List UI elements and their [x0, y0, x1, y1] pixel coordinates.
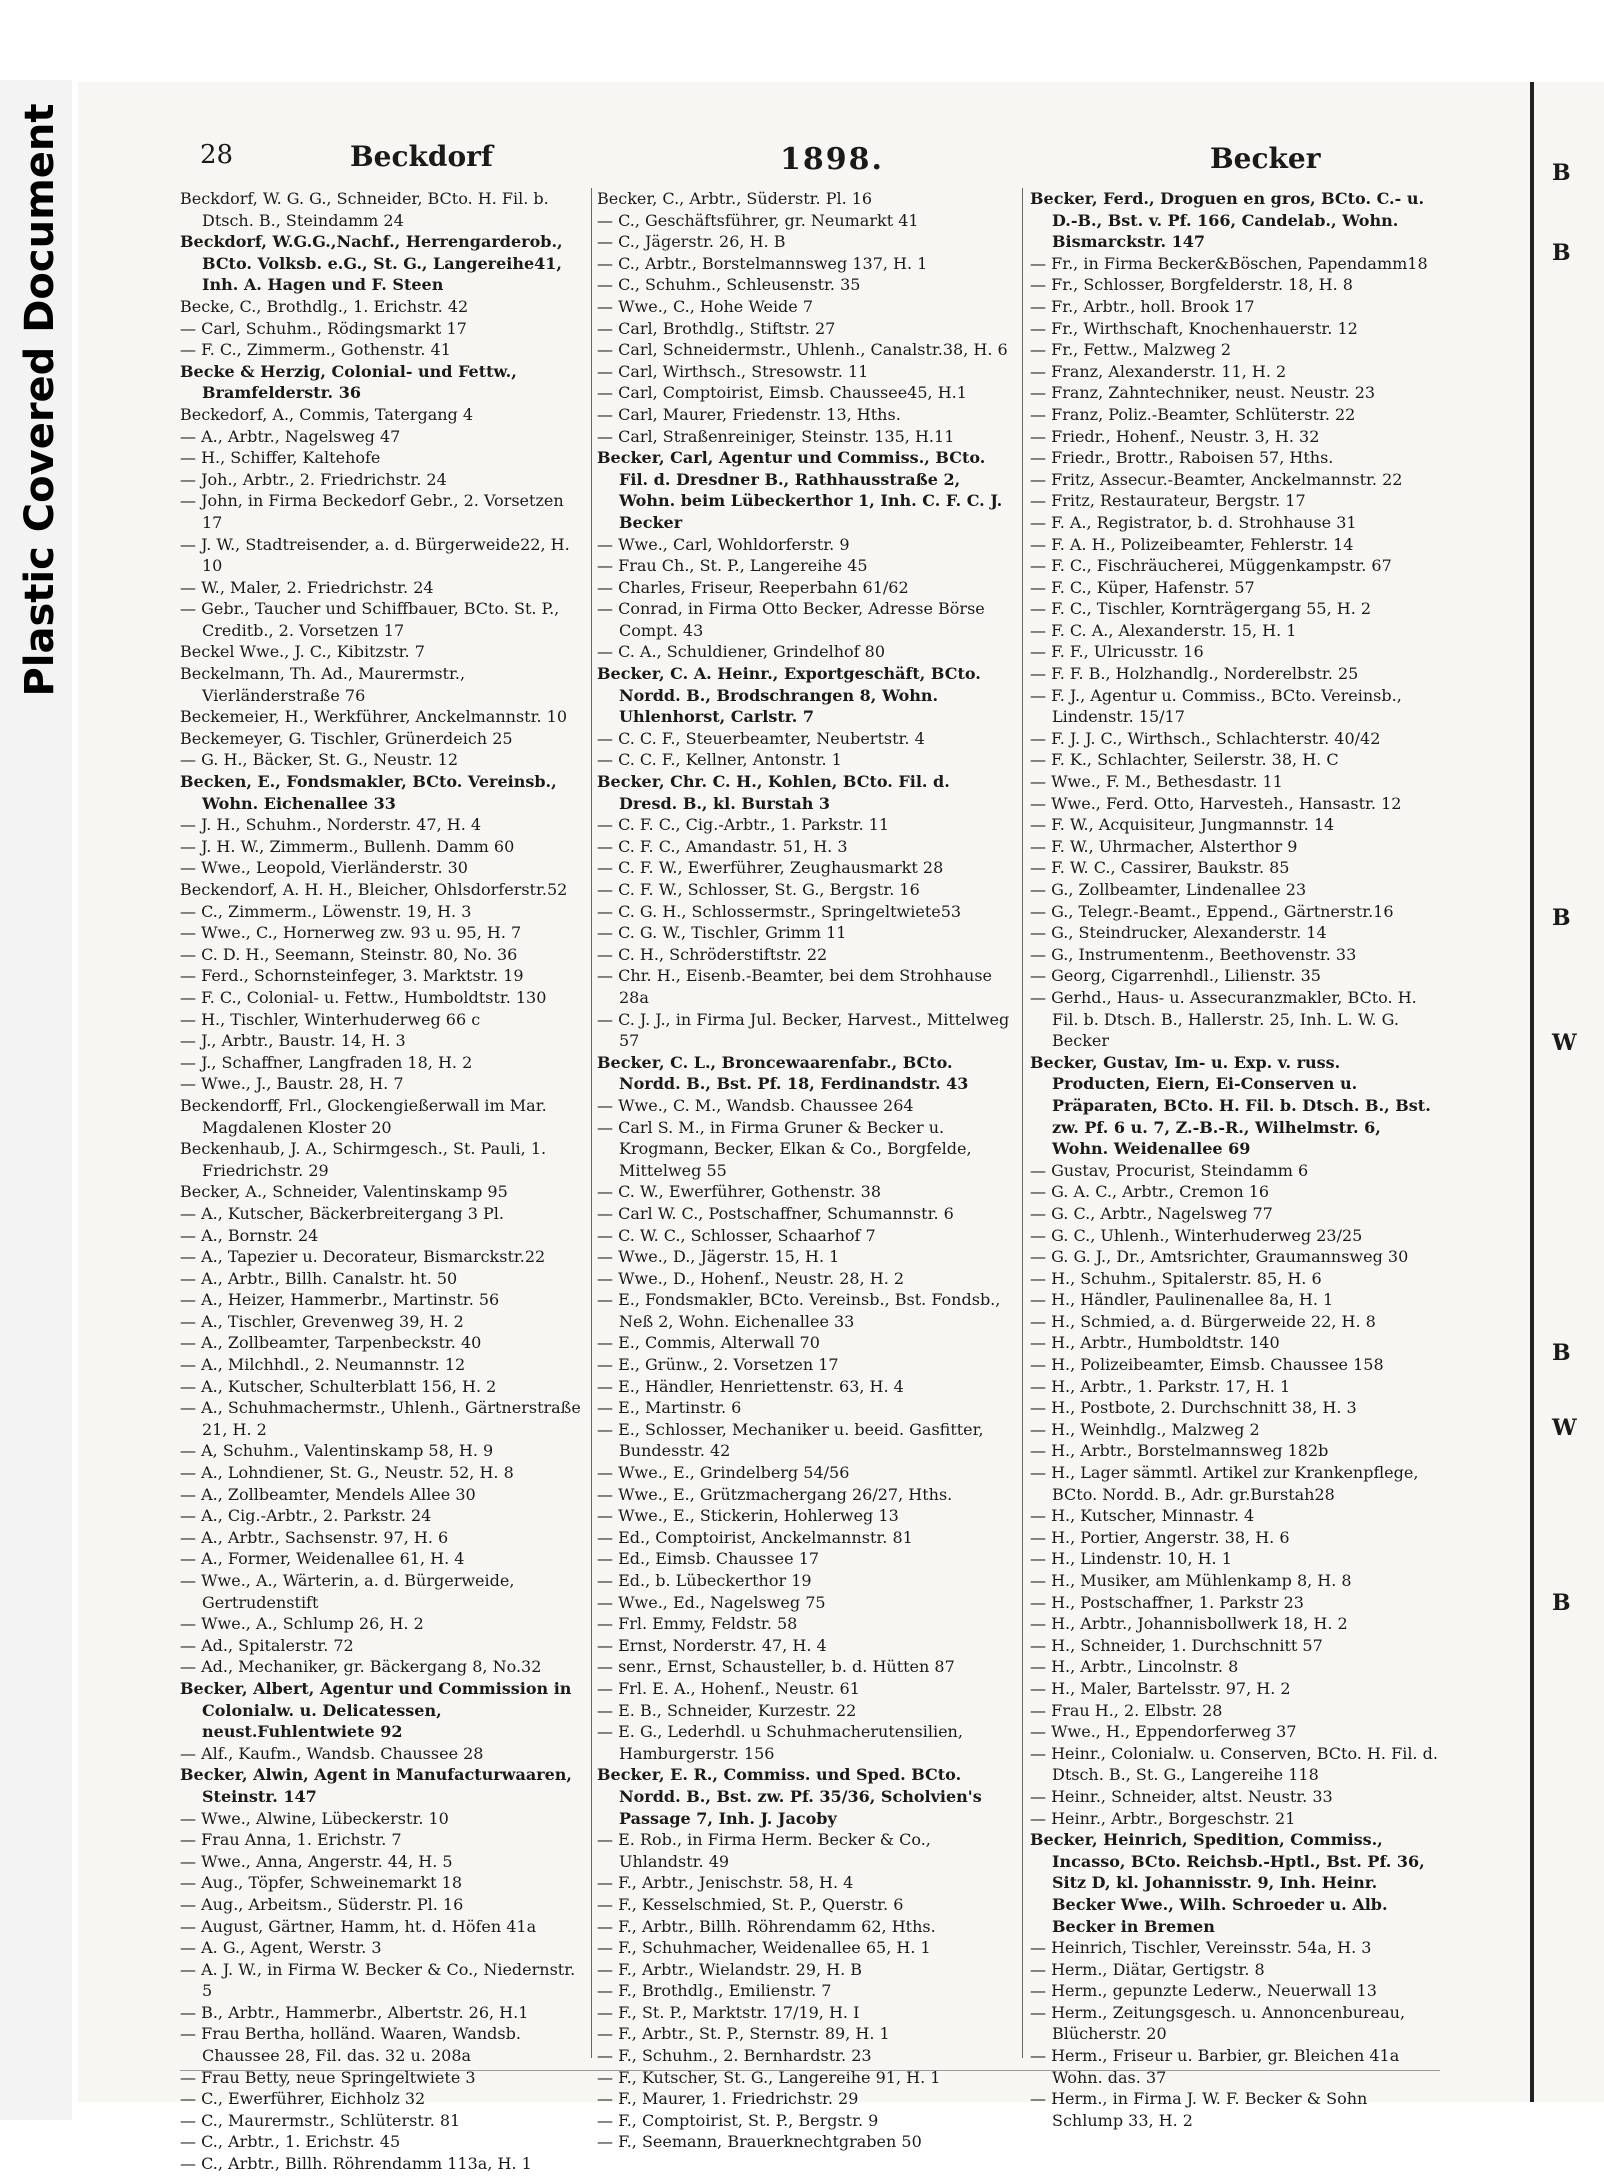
- directory-entry: — H., Postbote, 2. Durchschnitt 38, H. 3: [1030, 1398, 1357, 1418]
- directory-entry: — C., Arbtr., 1. Erichstr. 45: [180, 2132, 401, 2152]
- directory-entry: — A., Zollbeamter, Tarpenbeckstr. 40: [180, 1333, 482, 1353]
- directory-entry: — C. W., Ewerführer, Gothenstr. 38: [597, 1182, 882, 1202]
- directory-entry: — C., Maurermstr., Schlüterstr. 81: [180, 2110, 461, 2130]
- directory-entry: — E., Schlosser, Mechaniker u. beeid. Gasfitter, Bundesstr. 42: [597, 1419, 984, 1461]
- directory-entry: — F. J., Agentur u. Commiss., BCto. Vereinsb., Lindenstr. 15/17: [1030, 685, 1402, 727]
- next-page-glyph: B: [1552, 160, 1571, 186]
- next-page-glyph: B: [1552, 905, 1571, 931]
- directory-entry: — F. A., Registrator, b. d. Strohhause 31: [1030, 512, 1357, 532]
- directory-entry: — Ad., Mechaniker, gr. Bäckergang 8, No.32: [180, 1657, 542, 1677]
- directory-entry: — E., Martinstr. 6: [597, 1398, 742, 1418]
- directory-entry: — G. C., Uhlenh., Winterhuderweg 23/25: [1030, 1225, 1363, 1245]
- directory-entry: — Wwe., J., Baustr. 28, H. 7: [180, 1074, 404, 1094]
- directory-entry: — A., Former, Weidenallee 61, H. 4: [180, 1549, 465, 1569]
- directory-entry: — C., Schuhm., Schleusenstr. 35: [597, 275, 861, 295]
- directory-entry: — F., Kutscher, St. G., Langereihe 91, H. 1: [597, 2067, 941, 2087]
- directory-entry: — F., Maurer, 1. Friedrichstr. 29: [597, 2089, 859, 2109]
- directory-entry: — G., Zollbeamter, Lindenallee 23: [1030, 880, 1307, 899]
- directory-entry: — J. H., Schuhm., Norderstr. 47, H. 4: [180, 815, 482, 835]
- directory-entry: — F., Seemann, Brauerknechtgraben 50: [597, 2132, 922, 2152]
- directory-entry: — Carl, Schneidermstr., Uhlenh., Canalstr.38, H. 6: [597, 340, 1008, 360]
- directory-entry: — Ferd., Schornsteinfeger, 3. Marktstr. 19: [180, 966, 524, 986]
- directory-entry: — A., Lohndiener, St. G., Neustr. 52, H. 8: [180, 1463, 514, 1483]
- directory-entry: — F., St. P., Marktstr. 17/19, H. I: [597, 2002, 860, 2022]
- directory-entry: — Georg, Cigarrenhdl., Lilienstr. 35: [1030, 966, 1321, 986]
- directory-entry: — Wwe., Alwine, Lübeckerstr. 10: [180, 1808, 449, 1828]
- directory-entry: — Wwe., C., Hornerweg zw. 93 u. 95, H. 7: [180, 923, 522, 943]
- directory-entry: — E., Commis, Alterwall 70: [597, 1333, 820, 1353]
- directory-entry: Becken, E., Fondsmakler, BCto. Vereinsb., Wohn. Eichenallee 33: [180, 772, 557, 813]
- directory-entry: — Wwe., D., Jägerstr. 15, H. 1: [597, 1247, 840, 1267]
- directory-column-1: [180, 188, 585, 2174]
- directory-entry: — C., Ewerführer, Eichholz 32: [180, 2089, 426, 2109]
- directory-entry: — C., Zimmerm., Löwenstr. 19, H. 3: [180, 901, 472, 921]
- header-left-keyword: Beckdorf: [350, 140, 493, 173]
- directory-entry: — Wwe., A., Schlump 26, H. 2: [180, 1614, 424, 1634]
- directory-entry: — A., Cig.-Arbtr., 2. Parkstr. 24: [180, 1506, 432, 1526]
- directory-entry: Beckdorf, W.G.G.,Nachf., Herrengarderob., BCto. Volksb. e.G., St. G., Langereihe41, Inh. A. Hagen und F. Steen: [180, 232, 563, 295]
- directory-entry: — E. Rob., in Firma Herm. Becker & Co., Uhlandstr. 49: [597, 1830, 931, 1871]
- directory-entry: Becker, A., Schneider, Valentinskamp 95: [180, 1182, 508, 1202]
- directory-entry: — Fritz, Restaurateur, Bergstr. 17: [1030, 491, 1306, 511]
- directory-entry: — A., Tapezier u. Decorateur, Bismarckstr.22: [180, 1247, 546, 1267]
- directory-entry: — C. C. F., Steuerbeamter, Neubertstr. 4: [597, 728, 925, 748]
- directory-entry: — C., Jägerstr. 26, H. B: [597, 232, 786, 252]
- next-page-glyph: B: [1552, 1340, 1571, 1366]
- directory-entry: — E. G., Lederhdl. u Schuhmacherutensilien, Hamburgerstr. 156: [597, 1722, 963, 1763]
- directory-entry: — Conrad, in Firma Otto Becker, Adresse Börse Compt. 43: [597, 599, 985, 640]
- directory-entry: — Wwe., H., Eppendorferweg 37: [1030, 1722, 1297, 1742]
- directory-entry: — H., Tischler, Winterhuderweg 66 c: [180, 1009, 481, 1029]
- directory-entry: — C. W. C., Schlosser, Schaarhof 7: [597, 1225, 876, 1245]
- directory-entry: — A., Schuhmachermstr., Uhlenh., Gärtnerstraße 21, H. 2: [180, 1398, 581, 1439]
- directory-entry: — Carl, Brothdlg., Stiftstr. 27: [597, 318, 836, 338]
- directory-entry: — Wwe., F. M., Bethesdastr. 11: [1030, 772, 1283, 792]
- directory-entry: — F. C. A., Alexanderstr. 15, H. 1: [1030, 620, 1297, 640]
- directory-entry: — F. A. H., Polizeibeamter, Fehlerstr. 14: [1030, 534, 1354, 554]
- directory-entry: Becke, C., Brothdlg., 1. Erichstr. 42: [180, 296, 469, 316]
- directory-entry: — Aug., Arbeitsm., Süderstr. Pl. 16: [180, 1894, 464, 1914]
- directory-entry: — Fr., Fettw., Malzweg 2: [1030, 340, 1232, 360]
- directory-entry: — G., Telegr.-Beamt., Eppend., Gärtnerstr.16: [1030, 901, 1394, 921]
- directory-entry: — Wwe., Anna, Angerstr. 44, H. 5: [180, 1851, 453, 1871]
- directory-entry: — Frau Anna, 1. Erichstr. 7: [180, 1830, 402, 1850]
- directory-entry: — C. F. W., Schlosser, St. G., Bergstr. 16: [597, 880, 920, 899]
- directory-entry: — Wwe., E., Grindelberg 54/56: [597, 1463, 850, 1483]
- directory-entry: — Friedr., Brottr., Raboisen 57, Hths.: [1030, 448, 1334, 468]
- directory-entry: — E., Händler, Henriettenstr. 63, H. 4: [597, 1376, 904, 1396]
- directory-entry: — H., Arbtr., Humboldtstr. 140: [1030, 1333, 1280, 1353]
- directory-entry: — J. W., Stadtreisender, a. d. Bürgerweide22, H. 10: [180, 534, 570, 576]
- directory-entry: — C. G. W., Tischler, Grimm 11: [597, 923, 847, 943]
- next-page-glyph: W: [1552, 1415, 1577, 1441]
- directory-entry: — Herm., Zeitungsgesch. u. Annoncenbureau, Blücherstr. 20: [1030, 2002, 1406, 2044]
- side-label: Plastic Covered Document: [17, 103, 63, 697]
- directory-entry: — G. G. J., Dr., Amtsrichter, Graumannsweg 30: [1030, 1247, 1409, 1267]
- directory-entry: — August, Gärtner, Hamm, ht. d. Höfen 41a: [180, 1916, 537, 1936]
- directory-entry: — A. G., Agent, Werstr. 3: [180, 1938, 382, 1958]
- next-page-glyph: W: [1552, 1030, 1577, 1056]
- directory-entry: Becker, Albert, Agentur und Commission in Colonialw. u. Delicatessen, neust.Fuhlentwiete 92: [180, 1678, 572, 1742]
- page-bottom-rule: [180, 2070, 1440, 2071]
- directory-entry: Beckemeier, H., Werkführer, Anckelmannstr. 10: [180, 707, 567, 727]
- directory-entry: — Chr. H., Eisenb.-Beamter, bei dem Strohhause 28a: [597, 966, 993, 1007]
- directory-entry: — Wwe., E., Stickerin, Hohlerweg 13: [597, 1506, 899, 1526]
- directory-entry: Becker, Alwin, Agent in Manufacturwaaren, Steinstr. 147: [180, 1765, 572, 1806]
- directory-column-3: [1030, 188, 1440, 2130]
- directory-entry: — Ed., b. Lübeckerthor 19: [597, 1571, 812, 1590]
- directory-entry: — E. B., Schneider, Kurzestr. 22: [597, 1700, 857, 1720]
- directory-entry: — F., Schuhmacher, Weidenallee 65, H. 1: [597, 1938, 931, 1958]
- next-page-glyph: B: [1552, 1590, 1571, 1616]
- directory-entry: — Herm., Diätar, Gertigstr. 8: [1030, 1959, 1265, 1979]
- directory-entry: — H., Schmied, a. d. Bürgerweide 22, H. 8: [1030, 1311, 1376, 1331]
- directory-entry: — F. C., Colonial- u. Fettw., Humboldtstr. 130: [180, 987, 547, 1007]
- next-page-edge: [1530, 82, 1604, 2102]
- directory-entry: — Heinr., Arbtr., Borgeschstr. 21: [1030, 1808, 1296, 1828]
- directory-entry: — Heinr., Schneider, altst. Neustr. 33: [1030, 1786, 1333, 1806]
- directory-entry: — F. W., Acquisiteur, Jungmannstr. 14: [1030, 815, 1335, 835]
- directory-entry: Becke & Herzig, Colonial- und Fettw., Bramfelderstr. 36: [180, 361, 517, 403]
- directory-entry: — Joh., Arbtr., 2. Friedrichstr. 24: [180, 469, 447, 489]
- directory-entry: — Fr., Arbtr., holl. Brook 17: [1030, 296, 1255, 316]
- directory-entry: Becker, Ferd., Droguen en gros, BCto. C.- u. D.-B., Bst. v. Pf. 166, Candelab., Wohn. Bismarckstr. 147: [1030, 189, 1425, 252]
- directory-entry: — Wwe., Carl, Wohldorferstr. 9: [597, 534, 850, 554]
- directory-entry: — G. H., Bäcker, St. G., Neustr. 12: [180, 750, 459, 770]
- directory-entry: — C. D. H., Seemann, Steinstr. 80, No. 36: [180, 944, 518, 964]
- directory-entry: — F., Arbtr., Jenischstr. 58, H. 4: [597, 1873, 854, 1893]
- directory-entry: — A, Schuhm., Valentinskamp 58, H. 9: [180, 1441, 494, 1461]
- directory-entry: — C. A., Schuldiener, Grindelhof 80: [597, 642, 886, 662]
- directory-entry: — A., Tischler, Grevenweg 39, H. 2: [180, 1311, 464, 1331]
- directory-entry: — Franz, Poliz.-Beamter, Schlüterstr. 22: [1030, 404, 1356, 424]
- directory-entry: — F., Arbtr., Wielandstr. 29, H. B: [597, 1959, 863, 1979]
- directory-entry: — E., Fondsmakler, BCto. Vereinsb., Bst. Fondsb., Neß 2, Wohn. Eichenallee 33: [597, 1290, 1001, 1331]
- directory-entry: — F., Kesselschmied, St. P., Querstr. 6: [597, 1894, 904, 1914]
- directory-entry: Beckemeyer, G. Tischler, Grünerdeich 25: [180, 728, 513, 748]
- directory-entry: — F. W. C., Cassirer, Baukstr. 85: [1030, 858, 1290, 878]
- directory-entry: — Ad., Spitalerstr. 72: [180, 1635, 354, 1655]
- directory-entry: — B., Arbtr., Hammerbr., Albertstr. 26, H.1: [180, 2002, 529, 2022]
- directory-column-2: [597, 188, 1012, 2152]
- directory-entry: — H., Schuhm., Spitalerstr. 85, H. 6: [1030, 1268, 1322, 1288]
- directory-entry: — Wwe., Ed., Nagelsweg 75: [597, 1592, 826, 1612]
- directory-entry: — Frau H., 2. Elbstr. 28: [1030, 1700, 1223, 1720]
- directory-entry: — Fr., Schlosser, Borgfelderstr. 18, H. 8: [1030, 275, 1353, 295]
- directory-entry: — H., Lager sämmtl. Artikel zur Krankenpflege, BCto. Nordd. B., Adr. gr.Burstah28: [1030, 1463, 1419, 1504]
- directory-entry: — H., Musiker, am Mühlenkamp 8, H. 8: [1030, 1571, 1352, 1590]
- directory-entry: — G. C., Arbtr., Nagelsweg 77: [1030, 1203, 1273, 1223]
- directory-entry: — F. C., Fischräucherei, Müggenkampstr. 67: [1030, 556, 1392, 576]
- directory-entry: — A., Arbtr., Sachsenstr. 97, H. 6: [180, 1527, 449, 1547]
- directory-entry: — H., Postschaffner, 1. Parkstr 23: [1030, 1592, 1304, 1612]
- directory-entry: — Wwe., A., Wärterin, a. d. Bürgerweide, Gertrudenstift: [180, 1571, 515, 1612]
- directory-entry: Becker, Chr. C. H., Kohlen, BCto. Fil. d. Dresd. B., kl. Burstah 3: [597, 772, 950, 813]
- directory-entry: — Aug., Töpfer, Schweinemarkt 18: [180, 1873, 463, 1893]
- directory-entry: Becker, Gustav, Im- u. Exp. v. russ. Producten, Eiern, Ei-Conserven u. Präparaten, BCto. H. Fil. b. Dtsch. B., Bst. zw. Pf. 6 u. 7, Z.-B.-R., Wilhelmstr. 6, Wohn. Weidenallee 69: [1030, 1052, 1431, 1159]
- directory-entry: — Ed., Eimsb. Chaussee 17: [597, 1549, 820, 1569]
- directory-entry: — F. F. B., Holzhandlg., Norderelbstr. 25: [1030, 664, 1359, 684]
- directory-entry: — G. A. C., Arbtr., Cremon 16: [1030, 1182, 1270, 1202]
- next-page-glyph: B: [1552, 240, 1571, 266]
- directory-entry: — Gerhd., Haus- u. Assecuranzmakler, BCto. H. Fil. b. Dtsch. B., Hallerstr. 25, Inh. L. W. G. Becker: [1030, 987, 1417, 1051]
- page-number: 28: [200, 140, 234, 170]
- directory-entry: — C. F. W., Ewerführer, Zeughausmarkt 28: [597, 858, 944, 878]
- directory-entry: — H., Schiffer, Kaltehofe: [180, 448, 381, 468]
- directory-entry: — H., Lindenstr. 10, H. 1: [1030, 1549, 1232, 1569]
- directory-entry: — H., Arbtr., Borstelmannsweg 182b: [1030, 1441, 1329, 1461]
- directory-entry: — H., Kutscher, Minnastr. 4: [1030, 1506, 1255, 1526]
- directory-entry: Beckendorf, A. H. H., Bleicher, Ohlsdorferstr.52: [180, 880, 568, 899]
- directory-entry: — Gustav, Procurist, Steindamm 6: [1030, 1160, 1309, 1180]
- directory-entry: — E., Grünw., 2. Vorsetzen 17: [597, 1355, 839, 1375]
- directory-entry: — Herm., Friseur u. Barbier, gr. Bleichen 41a Wohn. das. 37: [1030, 2046, 1400, 2087]
- directory-entry: — A., Kutscher, Schulterblatt 156, H. 2: [180, 1376, 497, 1396]
- directory-entry: — Frl. E. A., Hohenf., Neustr. 61: [597, 1678, 860, 1698]
- directory-entry: — C., Geschäftsführer, gr. Neumarkt 41: [597, 210, 919, 230]
- directory-entry: — G., Instrumentenm., Beethovenstr. 33: [1030, 944, 1357, 964]
- directory-entry: — Charles, Friseur, Reeperbahn 61/62: [597, 577, 909, 597]
- directory-entry: Becker, C., Arbtr., Süderstr. Pl. 16: [597, 189, 873, 208]
- directory-entry: — C. H., Schröderstiftstr. 22: [597, 944, 828, 964]
- directory-entry: — Carl, Schuhm., Rödingsmarkt 17: [180, 318, 467, 338]
- directory-entry: — H., Schneider, 1. Durchschnitt 57: [1030, 1635, 1323, 1655]
- directory-entry: — C., Arbtr., Borstelmannsweg 137, H. 1: [597, 253, 928, 273]
- directory-entry: — F., Schuhm., 2. Bernhardstr. 23: [597, 2046, 872, 2066]
- directory-entry: — Herm., in Firma J. W. F. Becker & Sohn Schlump 33, H. 2: [1030, 2089, 1368, 2130]
- directory-entry: — F., Brothdlg., Emilienstr. 7: [597, 1981, 832, 2001]
- directory-entry: — Friedr., Hohenf., Neustr. 3, H. 32: [1030, 426, 1320, 446]
- directory-entry: — Heinrich, Tischler, Vereinsstr. 54a, H. 3: [1030, 1938, 1372, 1958]
- directory-entry: — H., Maler, Bartelsstr. 97, H. 2: [1030, 1678, 1291, 1698]
- directory-entry: — H., Portier, Angerstr. 38, H. 6: [1030, 1527, 1290, 1547]
- directory-entry: — C., Arbtr., Billh. Röhrendamm 113a, H. 1: [180, 2154, 532, 2174]
- directory-entry: — J. H. W., Zimmerm., Bullenh. Damm 60: [180, 836, 515, 856]
- directory-entry: — Fr., in Firma Becker&Böschen, Papendamm18: [1030, 253, 1428, 273]
- directory-entry: — Franz, Zahntechniker, neust. Neustr. 23: [1030, 383, 1376, 403]
- directory-entry: — A., Heizer, Hammerbr., Martinstr. 56: [180, 1290, 500, 1310]
- directory-entry: — W., Maler, 2. Friedrichstr. 24: [180, 577, 434, 597]
- directory-entry: — F. F., Ulricusstr. 16: [1030, 642, 1204, 662]
- directory-entry: — Wwe., Ferd. Otto, Harvesteh., Hansastr. 12: [1030, 793, 1402, 813]
- directory-entry: — Frl. Emmy, Feldstr. 58: [597, 1614, 798, 1634]
- directory-entry: — J., Schaffner, Langfraden 18, H. 2: [180, 1052, 473, 1072]
- directory-entry: — J., Arbtr., Baustr. 14, H. 3: [180, 1031, 406, 1051]
- directory-entry: — A., Arbtr., Billh. Canalstr. ht. 50: [180, 1268, 458, 1288]
- directory-entry: — Alf., Kaufm., Wandsb. Chaussee 28: [180, 1743, 484, 1763]
- directory-entry: — F. C., Tischler, Kornträgergang 55, H. 2: [1030, 599, 1372, 619]
- directory-entry: — Carl W. C., Postschaffner, Schumannstr. 6: [597, 1203, 954, 1223]
- directory-entry: — H., Händler, Paulinenallee 8a, H. 1: [1030, 1290, 1334, 1310]
- directory-entry: — Wwe., C. M., Wandsb. Chaussee 264: [597, 1095, 914, 1115]
- directory-entry: — Carl, Wirthsch., Stresowstr. 11: [597, 361, 869, 381]
- directory-entry: — Wwe., C., Hohe Weide 7: [597, 296, 814, 316]
- column-divider: [591, 188, 592, 2058]
- directory-entry: — A., Milchhdl., 2. Neumannstr. 12: [180, 1355, 466, 1375]
- directory-entry: — C. F. C., Amandastr. 51, H. 3: [597, 836, 848, 856]
- directory-entry: — F. W., Uhrmacher, Alsterthor 9: [1030, 836, 1298, 856]
- directory-entry: Beckedorf, A., Commis, Tatergang 4: [180, 404, 474, 424]
- directory-entry: — John, in Firma Beckedorf Gebr., 2. Vorsetzen 17: [180, 491, 564, 532]
- directory-entry: — H., Polizeibeamter, Eimsb. Chaussee 158: [1030, 1355, 1384, 1375]
- directory-entry: — Carl, Maurer, Friedenstr. 13, Hths.: [597, 404, 901, 424]
- directory-entry: — Gebr., Taucher und Schiffbauer, BCto. St. P., Creditb., 2. Vorsetzen 17: [180, 599, 560, 640]
- directory-entry: — senr., Ernst, Schausteller, b. d. Hütten 87: [597, 1657, 955, 1677]
- directory-entry: — C. F. C., Cig.-Arbtr., 1. Parkstr. 11: [597, 815, 890, 835]
- directory-entry: — C. G. H., Schlossermstr., Springeltwiete53: [597, 901, 962, 921]
- directory-entry: — F., Arbtr., St. P., Sternstr. 89, H. 1: [597, 2024, 890, 2044]
- header-year: 1898.: [780, 142, 884, 177]
- directory-entry: — Frau Bertha, holländ. Waaren, Wandsb. Chaussee 28, Fil. das. 32 u. 208a: [180, 2024, 521, 2066]
- directory-entry: Becker, C. A. Heinr., Exportgeschäft, BCto. Nordd. B., Brodschrangen 8, Wohn. Uhlenhorst, Carlstr. 7: [597, 664, 981, 727]
- directory-entry: — Ernst, Norderstr. 47, H. 4: [597, 1635, 827, 1655]
- page-header: [200, 140, 1420, 190]
- directory-entry: Beckdorf, W. G. G., Schneider, BCto. H. Fil. b. Dtsch. B., Steindamm 24: [180, 189, 549, 230]
- directory-entry: Becker, E. R., Commiss. und Sped. BCto. Nordd. B., Bst. zw. Pf. 35/36, Scholvien's Passage 7, Inh. J. Jacoby: [597, 1765, 982, 1828]
- directory-entry: — Wwe., D., Hohenf., Neustr. 28, H. 2: [597, 1268, 905, 1288]
- column-divider: [1022, 188, 1023, 2058]
- directory-entry: — Frau Betty, neue Springeltwiete 3: [180, 2067, 476, 2087]
- directory-entry: Beckendorff, Frl., Glockengießerwall im Mar. Magdalenen Kloster 20: [180, 1095, 547, 1137]
- directory-entry: — A., Zollbeamter, Mendels Allee 30: [180, 1484, 476, 1504]
- directory-entry: — Franz, Alexanderstr. 11, H. 2: [1030, 361, 1287, 381]
- directory-entry: — F. C., Küper, Hafenstr. 57: [1030, 577, 1255, 597]
- directory-entry: — Frau Ch., St. P., Langereihe 45: [597, 556, 868, 576]
- directory-entry: — F., Comptoirist, St. P., Bergstr. 9: [597, 2110, 879, 2130]
- directory-entry: Beckelmann, Th. Ad., Maurermstr., Vierländerstraße 76: [180, 664, 466, 705]
- directory-entry: — F. J. J. C., Wirthsch., Schlachterstr. 40/42: [1030, 728, 1381, 748]
- directory-entry: — Carl, Comptoirist, Eimsb. Chaussee45, H.1: [597, 383, 967, 403]
- directory-entry: — Ed., Comptoirist, Anckelmannstr. 81: [597, 1527, 913, 1547]
- directory-entry: — A., Bornstr. 24: [180, 1225, 319, 1245]
- directory-entry: — Carl, Straßenreiniger, Steinstr. 135, H.11: [597, 426, 955, 446]
- directory-entry: — A., Kutscher, Bäckerbreitergang 3 Pl.: [180, 1203, 504, 1223]
- directory-entry: — F. C., Zimmerm., Gothenstr. 41: [180, 340, 451, 360]
- directory-entry: — Wwe., Leopold, Vierländerstr. 30: [180, 858, 468, 878]
- directory-entry: — C. C. F., Kellner, Antonstr. 1: [597, 750, 842, 770]
- directory-entry: — A., Arbtr., Nagelsweg 47: [180, 426, 401, 446]
- directory-entry: — F. K., Schlachter, Seilerstr. 38, H. C: [1030, 750, 1339, 770]
- directory-entry: — A. J. W., in Firma W. Becker & Co., Niedernstr. 5: [180, 1959, 576, 2001]
- directory-entry: — Wwe., E., Grützmachergang 26/27, Hths.: [597, 1484, 953, 1504]
- directory-entry: — H., Weinhdlg., Malzweg 2: [1030, 1419, 1260, 1439]
- directory-entry: — H., Arbtr., Lincolnstr. 8: [1030, 1657, 1239, 1677]
- directory-entry: — C. J. J., in Firma Jul. Becker, Harvest., Mittelweg 57: [597, 1009, 1010, 1051]
- directory-entry: — Herm., gepunzte Lederw., Neuerwall 13: [1030, 1981, 1377, 2001]
- directory-entry: — H., Arbtr., 1. Parkstr. 17, H. 1: [1030, 1376, 1291, 1396]
- directory-entry: Becker, Heinrich, Spedition, Commiss., Incasso, BCto. Reichsb.-Hptl., Bst. Pf. 36, Sitz D, kl. Johannisstr. 9, Inh. Heinr. Becker Wwe., Wilh. Schroeder u. Alb. Becker in Bremen: [1030, 1830, 1425, 1936]
- directory-entry: — F., Arbtr., Billh. Röhrendamm 62, Hths.: [597, 1916, 936, 1936]
- directory-entry: — Fr., Wirthschaft, Knochenhauerstr. 12: [1030, 318, 1358, 338]
- directory-entry: Becker, C. L., Broncewaarenfabr., BCto. Nordd. B., Bst. Pf. 18, Ferdinandstr. 43: [597, 1052, 969, 1094]
- header-right-keyword: Becker: [1210, 142, 1321, 175]
- directory-entry: — H., Arbtr., Johannisbollwerk 18, H. 2: [1030, 1614, 1348, 1634]
- directory-entry: — Fritz, Assecur.-Beamter, Anckelmannstr. 22: [1030, 469, 1403, 489]
- directory-entry: Beckel Wwe., J. C., Kibitzstr. 7: [180, 642, 425, 662]
- directory-entry: — Heinr., Colonialw. u. Conserven, BCto. H. Fil. d. Dtsch. B., St. G., Langereihe 118: [1030, 1743, 1438, 1785]
- directory-entry: Beckenhaub, J. A., Schirmgesch., St. Pauli, 1. Friedrichstr. 29: [180, 1139, 547, 1180]
- directory-entry: — G., Steindrucker, Alexanderstr. 14: [1030, 923, 1327, 943]
- directory-entry: — Carl S. M., in Firma Gruner & Becker u. Krogmann, Becker, Elkan & Co., Borgfelde, Mittelweg 55: [597, 1117, 972, 1180]
- directory-entry: Becker, Carl, Agentur und Commiss., BCto. Fil. d. Dresdner B., Rathhausstraße 2, Wohn. beim Lübeckerthor 1, Inh. C. F. C. J. Becker: [597, 448, 1003, 532]
